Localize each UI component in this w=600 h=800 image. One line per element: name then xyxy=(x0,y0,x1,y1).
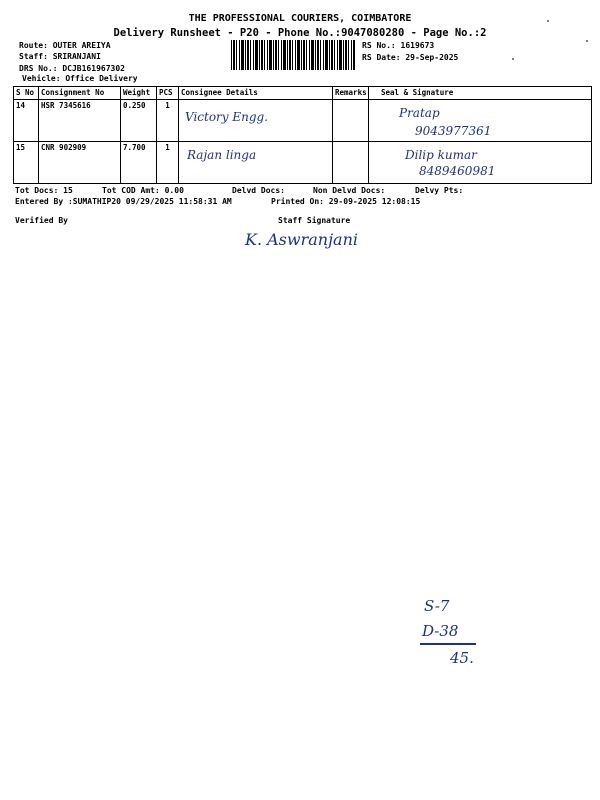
row-seal-signature xyxy=(369,142,592,184)
tally-divider xyxy=(420,643,476,645)
row-pcs: 1 xyxy=(157,100,179,142)
row-remarks xyxy=(333,100,369,142)
row-pcs: 1 xyxy=(157,142,179,184)
runsheet-title: Delivery Runsheet - P20 - Phone No.:9047080280 - Page No.:2 xyxy=(113,27,487,39)
route-label: Route: OUTER AREIYA xyxy=(19,41,111,50)
scan-speck xyxy=(586,40,588,42)
drs-number: DRS No.: DCJB161967302 xyxy=(19,64,125,73)
col-seal-signature: Seal & Signature xyxy=(369,87,592,100)
staff-signature-handwriting: K. Aswranjani xyxy=(245,230,358,249)
staff-signature-label: Staff Signature xyxy=(278,216,351,225)
row-sno: 15 xyxy=(14,142,39,184)
col-pcs: PCS xyxy=(157,87,179,100)
delivery-points: Delvy Pts: xyxy=(415,186,464,195)
table-header-row xyxy=(14,87,592,100)
col-weight: Weight xyxy=(121,87,157,100)
barcode xyxy=(231,40,355,70)
non-delivered-docs: Non Delvd Docs: xyxy=(313,186,386,195)
consignee-handwriting: Rajan linga xyxy=(187,148,257,162)
tally-line-1: S-7 xyxy=(424,597,450,615)
tally-total: 45. xyxy=(450,649,474,667)
scan-speck xyxy=(547,20,549,22)
total-docs: Tot Docs: 15 xyxy=(15,186,73,195)
receiver-name-handwriting: Pratap xyxy=(399,106,440,120)
entered-by: Entered By :SUMATHIP20 09/29/2025 11:58:31 AM xyxy=(15,197,232,206)
col-sno: S No xyxy=(14,87,39,100)
row-weight: 7.700 xyxy=(121,142,157,184)
staff-label: Staff: SRIRANJANI xyxy=(19,52,101,61)
row-consignment: CNR 902909 xyxy=(39,142,121,184)
scan-speck xyxy=(512,58,514,60)
table-row xyxy=(14,142,592,184)
col-consignee: Consignee Details xyxy=(179,87,333,100)
table-row xyxy=(14,100,592,142)
row-consignee xyxy=(179,100,333,142)
delivered-docs: Delvd Docs: xyxy=(232,186,285,195)
consignee-handwriting: Victory Engg. xyxy=(185,110,269,124)
col-consignment: Consignment No xyxy=(39,87,121,100)
row-weight: 0.250 xyxy=(121,100,157,142)
total-cod-amount: Tot COD Amt: 0.00 xyxy=(102,186,184,195)
vehicle-label: Vehicle: Office Delivery xyxy=(22,74,138,83)
row-consignee xyxy=(179,142,333,184)
col-remarks: Remarks xyxy=(333,87,369,100)
receiver-phone-handwriting: 9043977361 xyxy=(415,124,492,138)
verified-by-label: Verified By xyxy=(15,216,68,225)
printed-on: Printed On: 29-09-2025 12:08:15 xyxy=(271,197,421,206)
company-title: THE PROFESSIONAL COURIERS, COIMBATORE xyxy=(188,13,412,24)
receiver-name-handwriting: Dilip kumar xyxy=(405,148,477,162)
row-consignment: HSR 7345616 xyxy=(39,100,121,142)
tally-line-2: D-38 xyxy=(422,622,459,640)
row-remarks xyxy=(333,142,369,184)
row-sno: 14 xyxy=(14,100,39,142)
rs-number: RS No.: 1619673 xyxy=(362,41,435,50)
runsheet-table xyxy=(13,86,592,184)
receiver-phone-handwriting: 8489460981 xyxy=(419,164,496,178)
rs-date: RS Date: 29-Sep-2025 xyxy=(362,53,459,62)
row-seal-signature xyxy=(369,100,592,142)
